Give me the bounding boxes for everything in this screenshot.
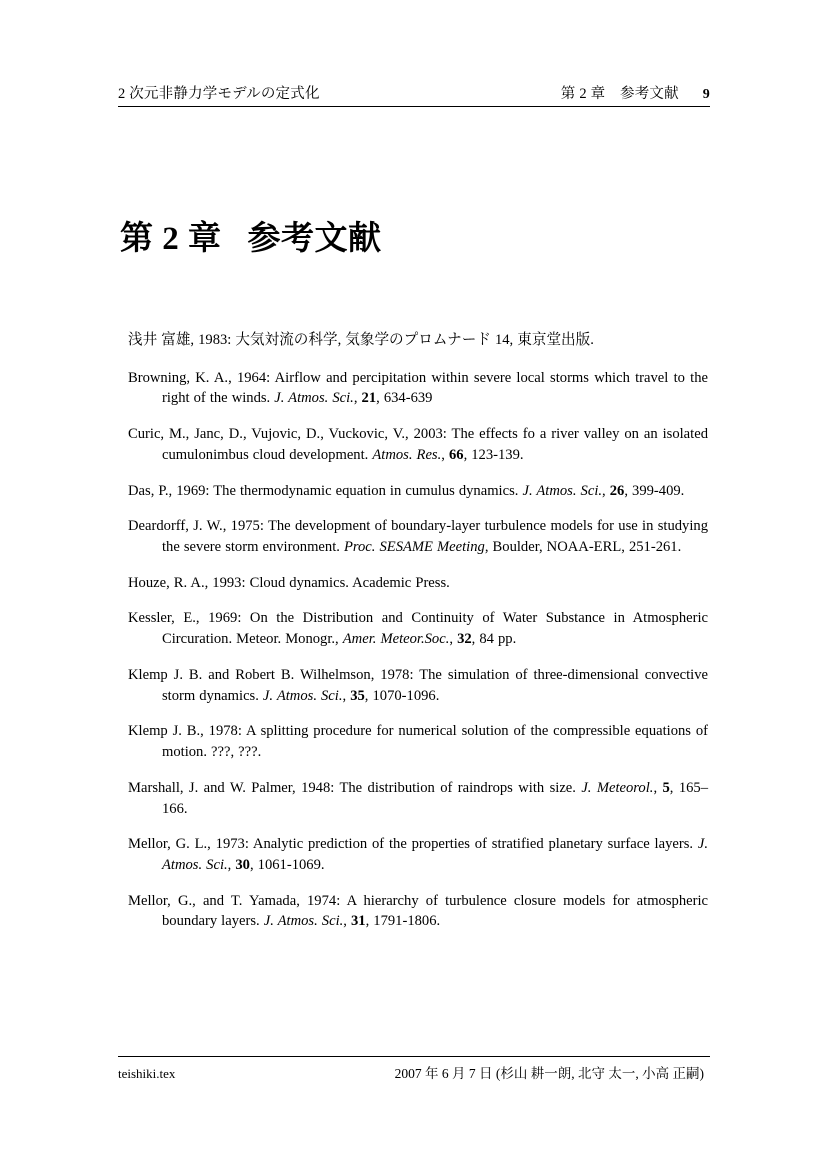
- bibliography-entry: Houze, R. A., 1993: Cloud dynamics. Academic Press.: [128, 574, 450, 591]
- bibliography-entry: Marshall, J. and W. Palmer, 1948: The distribution of raindrops with size. J. Meteorol., 5, 165–166.: [128, 779, 709, 817]
- footer-credit: 2007 年 6 月 7 日 (杉山 耕一朗, 北守 太一, 小高 正嗣): [394, 1066, 704, 1081]
- chapter-number: 第 2 章: [120, 221, 222, 257]
- running-head-title: 2 次元非静力学モデルの定式化: [118, 86, 320, 102]
- running-head-right: [561, 82, 710, 103]
- bibliography-entry: Das, P., 1969: The thermodynamic equation in cumulus dynamics. J. Atmos. Sci., 26, 399-409.: [128, 482, 685, 499]
- page-number: 9: [702, 87, 710, 102]
- bibliography-entry: Deardorff, J. W., 1975: The development of boundary-layer turbulence models for use in studying the severe storm environment. Proc. SESAME Meeting, Boulder, NOAA-ERL, 251-261.: [128, 518, 708, 556]
- running-head: [118, 82, 710, 103]
- bibliography-entry: Curic, M., Janc, D., Vujovic, D., Vuckovic, V., 2003: The effects fo a river valley on an isolated cumulonimbus cloud development. Atmos. Res., 66, 123-139.: [128, 426, 708, 463]
- bibliography-entry: 浅井 富雄, 1983: 大気対流の科学, 気象学のプロムナード 14, 東京堂出版.: [128, 332, 594, 348]
- header-rule: [118, 106, 710, 107]
- footer-filename: teishiki.tex: [118, 1066, 176, 1081]
- bibliography-entry: Browning, K. A., 1964: Airflow and percipitation within severe local storms which travel to the right of the winds. J. Atmos. Sci., 21, 634-639: [128, 369, 708, 407]
- bibliography-entry: Mellor, G. L., 1973: Analytic prediction of the properties of stratified planetary surface layers. J. Atmos. Sci., 30, 1061-1069.: [128, 836, 708, 873]
- bibliography-entry: Mellor, G., and T. Yamada, 1974: A hierarchy of turbulence closure models for atmospheric boundary layers. J. Atmos. Sci., 31, 1791-1806.: [128, 892, 708, 930]
- footer-rule: [118, 1056, 710, 1057]
- bibliography-entry: Kessler, E., 1969: On the Distribution and Continuity of Water Substance in Atmospheric Circuration. Meteor. Monogr., Amer. Meteor.Soc., 32, 84 pp.: [128, 610, 708, 648]
- bibliography-list: [128, 330, 708, 947]
- bibliography-entry: Klemp J. B. and Robert B. Wilhelmson, 1978: The simulation of three-dimensional convective storm dynamics. J. Atmos. Sci., 35, 1070-1096.: [128, 666, 708, 704]
- chapter-title-text: 参考文献: [247, 221, 382, 257]
- chapter-title: [120, 212, 382, 259]
- page-footer: [118, 1062, 710, 1082]
- running-head-chapter: 第 2 章 参考文献: [560, 86, 679, 102]
- bibliography-entry: Klemp J. B., 1978: A splitting procedure for numerical solution of the compressible equations of motion. ???, ???.: [128, 723, 708, 761]
